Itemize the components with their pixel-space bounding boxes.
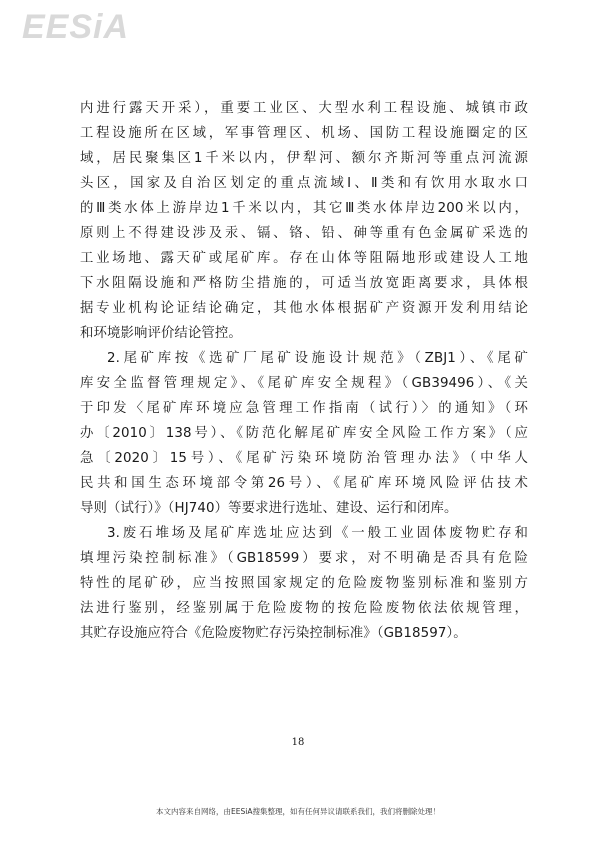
text-line: 特性的尾矿砂，应当按照国家规定的危险废物鉴别标准和鉴别方 (80, 576, 528, 591)
paragraph-3-first-line: 3.废石堆场及尾矿库选址应达到《一般工业固体废物贮存和 (107, 526, 528, 541)
text-line: 于印发〈尾矿库环境应急管理工作指南（试行）〉的通知》（环 (80, 401, 528, 416)
text-line: 原则上不得建设涉及汞、镉、铬、铅、砷等重有色金属矿采选的 (80, 226, 528, 241)
text-line: 填埋污染控制标准》（GB18599）要求，对不明确是否具有危险 (80, 551, 528, 566)
text-line: 民共和国生态环境部令第26号）、《尾矿库环境风险评估技术 (80, 476, 528, 491)
text-line: 和环境影响评价结论管控。 (80, 326, 242, 341)
document-body (80, 96, 528, 646)
eesia-logo: EESiA (22, 8, 130, 46)
paragraph-2-first-line: 2.尾矿库按《选矿厂尾矿设施设计规范》（ZBJ1）、《尾矿 (107, 351, 528, 366)
text-line: 库安全监督管理规定》、《尾矿库安全规程》（GB39496）、《关 (80, 376, 528, 391)
text-line: 导则（试行）》（HJ740）等要求进行选址、建设、运行和闭库。 (80, 501, 458, 516)
text-line: 办〔2010〕138号）、《防范化解尾矿库安全风险工作方案》（应 (80, 426, 528, 441)
text-line: 域，居民聚集区1千米以内，伊犁河、额尔齐斯河等重点河流源 (80, 151, 528, 166)
text-line: 其贮存设施应符合《危险废物贮存污染控制标准》（GB18597）。 (80, 626, 467, 641)
text-line: 工程设施所在区域，军事管理区、机场、国防工程设施圈定的区 (80, 126, 528, 141)
text-line: 急〔2020〕15号）、《尾矿污染环境防治管理办法》（中华人 (80, 451, 528, 466)
text-line: 头区，国家及自治区划定的重点流域Ⅰ、Ⅱ类和有饮用水取水口 (80, 176, 528, 191)
page-number: 18 (291, 737, 305, 748)
text-line: 工业场地、露天矿或尾矿库。存在山体等阻隔地形或建设人工地 (80, 251, 528, 266)
text-line: 下水阻隔设施和严格防尘措施的，可适当放宽距离要求，具体根 (80, 276, 528, 291)
text-line: 内进行露天开采），重要工业区、大型水利工程设施、城镇市政 (80, 101, 528, 116)
footer-notice: 本文内容来自网络，由EESiA搜集整理，如有任何异议请联系我们，我们将删除处理！ (156, 807, 440, 816)
text-line: 法进行鉴别，经鉴别属于危险废物的按危险废物依法依规管理， (80, 601, 528, 616)
text-line: 的Ⅲ类水体上游岸边1千米以内，其它Ⅲ类水体岸边200米以内， (80, 201, 528, 216)
text-line: 据专业机构论证结论确定，其他水体根据矿产资源开发利用结论 (80, 301, 528, 316)
